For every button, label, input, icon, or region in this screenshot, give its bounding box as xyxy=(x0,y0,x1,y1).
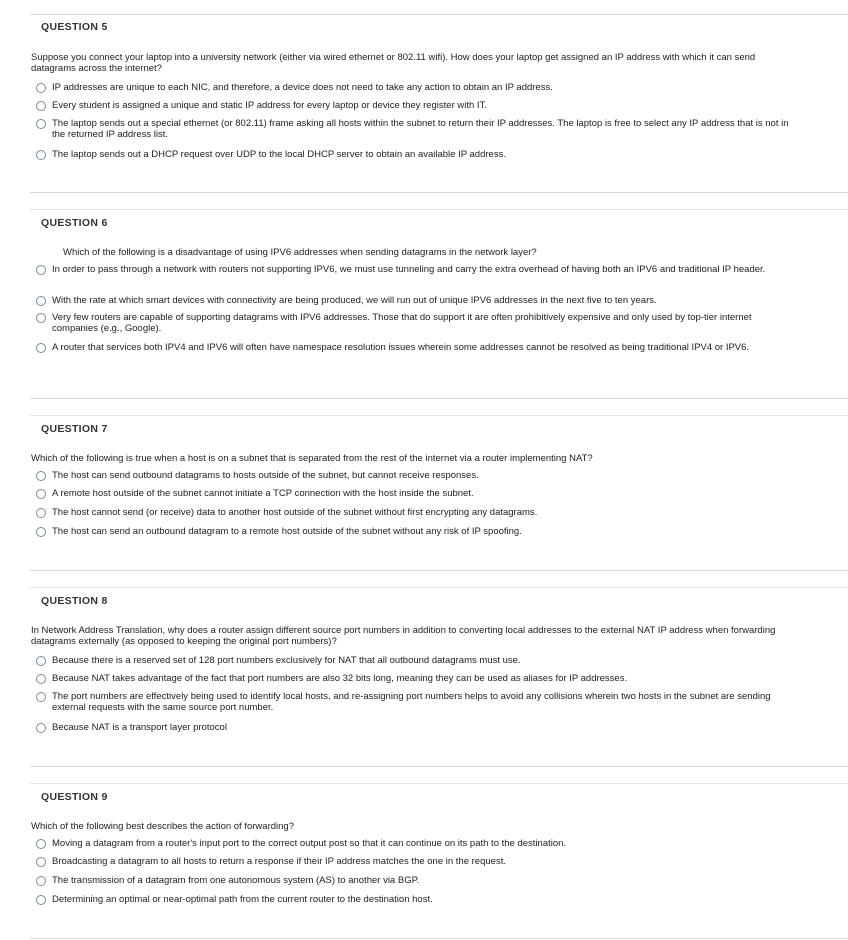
radio-button[interactable] xyxy=(36,343,46,353)
radio-button[interactable] xyxy=(36,83,46,93)
question-stem: Which of the following best describes the action of forwarding? xyxy=(31,821,294,832)
question-title: QUESTION 6 xyxy=(41,217,108,229)
option-label: The host can send outbound datagrams to hosts outside of the subnet, but cannot receive responses. xyxy=(52,470,479,481)
radio-button[interactable] xyxy=(36,723,46,733)
radio-button[interactable] xyxy=(36,119,46,129)
radio-button[interactable] xyxy=(36,692,46,702)
question-stem: In Network Address Translation, why does a router assign different source port numbers in addition to converting local addresses to the external NAT IP address when forwarding datagrams externally (as opposed to keeping the original port numbers)? xyxy=(31,625,776,647)
question-divider xyxy=(30,415,848,416)
option-label: Broadcasting a datagram to all hosts to return a response if their IP address matches the one in the request. xyxy=(52,856,506,867)
question-stem: Suppose you connect your laptop into a university network (either via wired ethernet or 802.11 wifi). How does your laptop get assigned an IP address with which it can send datagrams across the internet? xyxy=(31,52,756,74)
option-label: The laptop sends out a DHCP request over UDP to the local DHCP server to obtain an available IP address. xyxy=(52,149,506,160)
question-title: QUESTION 7 xyxy=(41,423,108,435)
radio-button[interactable] xyxy=(36,895,46,905)
option-label: A router that services both IPV4 and IPV6 will often have namespace resolution issues wherein some addresses cannot be resolved as being traditional IPV4 or IPV6. xyxy=(52,342,750,353)
option-label: The port numbers are effectively being used to identify local hosts, and re-assigning port numbers helps to avoid any collisions wherein two hosts in the subnet are sending external requests with the same source port number. xyxy=(52,691,771,713)
radio-button[interactable] xyxy=(36,265,46,275)
option-label: In order to pass through a network with routers not supporting IPV6, we must use tunneling and carry the extra overhead of having both an IPV6 and traditional IP header. xyxy=(52,264,766,275)
top-divider xyxy=(30,14,848,15)
option-label: Moving a datagram from a router's input port to the correct output post so that it can continue on its path to the destination. xyxy=(52,838,567,849)
question-divider xyxy=(30,398,848,399)
radio-button[interactable] xyxy=(36,876,46,886)
radio-button[interactable] xyxy=(36,656,46,666)
radio-button[interactable] xyxy=(36,839,46,849)
question-title: QUESTION 8 xyxy=(41,595,108,607)
radio-button[interactable] xyxy=(36,489,46,499)
question-divider xyxy=(30,587,848,588)
option-label: The laptop sends out a special ethernet (or 802.11) frame asking all hosts within the subnet to return their IP addresses. The laptop is free to select any IP address that is not in the returned IP address list. xyxy=(52,118,789,140)
option-label: Because there is a reserved set of 128 port numbers exclusively for NAT that all outbound datagrams must use. xyxy=(52,655,521,666)
question-divider xyxy=(30,192,848,193)
radio-button[interactable] xyxy=(36,471,46,481)
radio-button[interactable] xyxy=(36,296,46,306)
radio-button[interactable] xyxy=(36,674,46,684)
option-label: The host can send an outbound datagram to a remote host outside of the subnet without any risk of IP spoofing. xyxy=(52,526,522,537)
option-label: Because NAT takes advantage of the fact that port numbers are also 32 bits long, meaning they can be used as aliases for IP addresses. xyxy=(52,673,628,684)
option-label: IP addresses are unique to each NIC, and therefore, a device does not need to take any action to obtain an IP address. xyxy=(52,82,553,93)
option-label: Because NAT is a transport layer protocol xyxy=(52,722,227,733)
option-label: Every student is assigned a unique and static IP address for every laptop or device they register with IT. xyxy=(52,100,487,111)
question-divider xyxy=(30,783,848,784)
option-label: Very few routers are capable of supporting datagrams with IPV6 addresses. Those that do support it are often prohibitively expensive and only used by top-tier internet companies (e.g., Google). xyxy=(52,312,752,334)
question-divider xyxy=(30,938,848,939)
radio-button[interactable] xyxy=(36,313,46,323)
option-label: Determining an optimal or near-optimal path from the current router to the destination host. xyxy=(52,894,433,905)
radio-button[interactable] xyxy=(36,527,46,537)
radio-button[interactable] xyxy=(36,101,46,111)
question-stem: Which of the following is true when a host is on a subnet that is separated from the rest of the internet via a router implementing NAT? xyxy=(31,453,593,464)
question-divider xyxy=(30,766,848,767)
question-stem: Which of the following is a disadvantage of using IPV6 addresses when sending datagrams in the network layer? xyxy=(63,247,537,258)
radio-button[interactable] xyxy=(36,508,46,518)
option-label: A remote host outside of the subnet cannot initiate a TCP connection with the host inside the subnet. xyxy=(52,488,474,499)
option-label: The host cannot send (or receive) data to another host outside of the subnet without first encrypting any datagrams. xyxy=(52,507,538,518)
radio-button[interactable] xyxy=(36,150,46,160)
question-title: QUESTION 5 xyxy=(41,21,108,33)
radio-button[interactable] xyxy=(36,857,46,867)
question-divider xyxy=(30,209,848,210)
option-label: The transmission of a datagram from one autonomous system (AS) to another via BGP. xyxy=(52,875,420,886)
question-title: QUESTION 9 xyxy=(41,791,108,803)
option-label: With the rate at which smart devices with connectivity are being produced, we will run out of unique IPV6 addresses in the next five to ten years. xyxy=(52,295,657,306)
question-divider xyxy=(30,570,848,571)
